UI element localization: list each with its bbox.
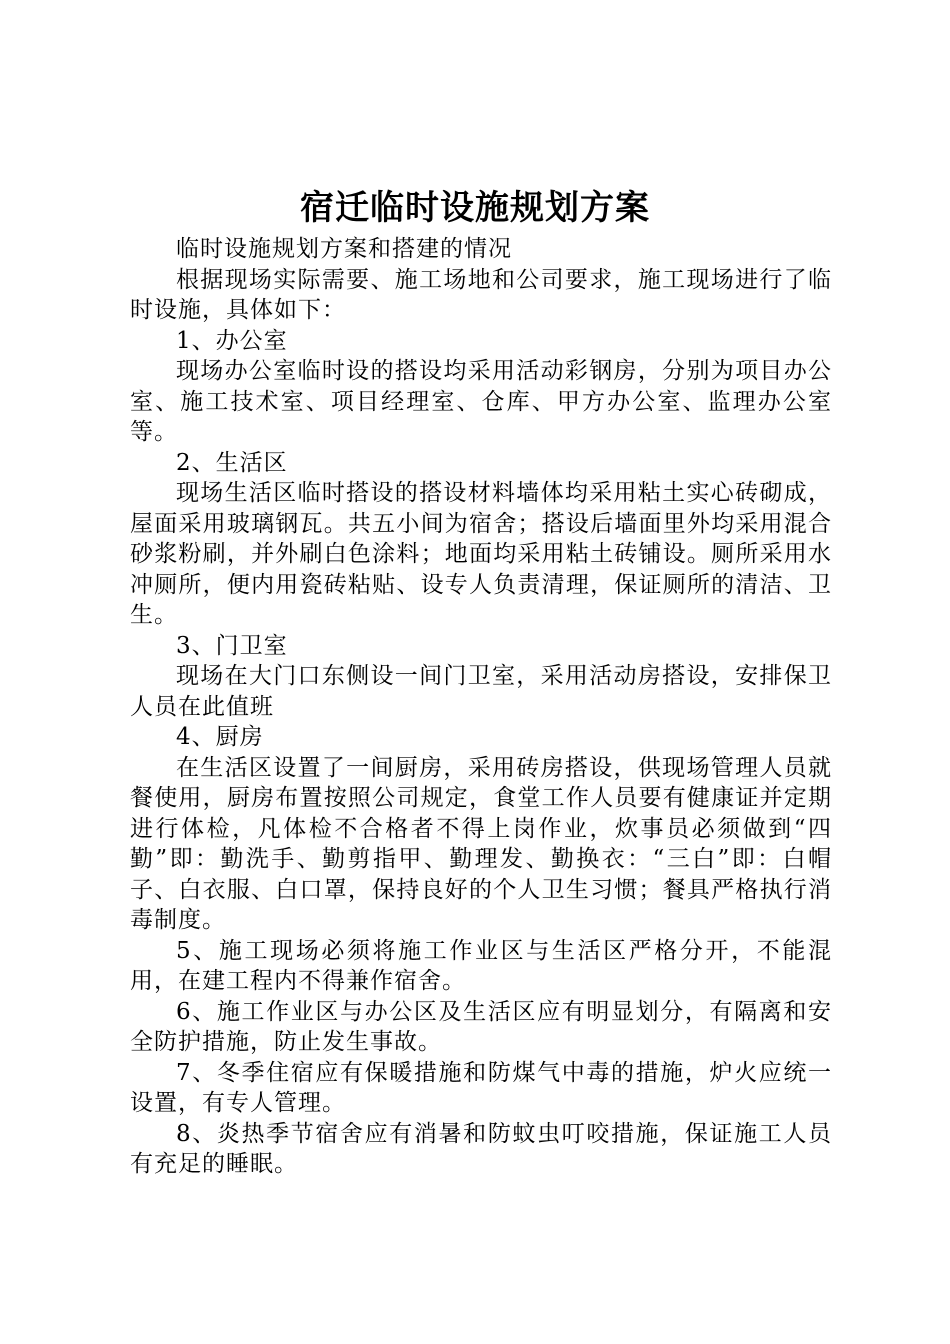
section-heading-office: 1、办公室 <box>176 327 288 354</box>
section-heading-kitchen: 4、厨房 <box>176 724 264 750</box>
paragraph-item-8: 8、炎热季节宿舍应有消暑和防蚊虫叮咬措施，保证施工人员有充足的睡眠。 <box>130 1120 832 1177</box>
paragraph-overview: 根据现场实际需要、施工场地和公司要求，施工现场进行了临时设施，具体如下： <box>130 266 832 323</box>
document-body <box>130 234 832 1180</box>
paragraph-item-6: 6、施工作业区与办公区及生活区应有明显划分，有隔离和安全防护措施，防止发生事故。 <box>130 998 832 1055</box>
paragraph-item-5: 5、施工现场必须将施工作业区与生活区严格分开，不能混用，在建工程内不得兼作宿舍。 <box>130 937 832 994</box>
paragraph-guard-room: 现场在大门口东侧设一间门卫室，采用活动房搭设，安排保卫人员在此值班 <box>130 663 832 720</box>
paragraph-living-area: 现场生活区临时搭设的搭设材料墙体均采用粘土实心砖砌成，屋面采用玻璃钢瓦。共五小间为宿舍；搭设后墙面里外均采用混合砂浆粉刷，并外刷白色涂料；地面均采用粘土砖铺设。厕所采用水冲厕所，便内用瓷砖粘贴、设专人负责清理，保证厕所的清洁、卫生。 <box>130 480 832 628</box>
paragraph-intro: 临时设施规划方案和搭建的情况 <box>176 236 512 262</box>
paragraph-item-7: 7、冬季住宿应有保暖措施和防煤气中毒的措施，炉火应统一设置，有专人管理。 <box>130 1059 832 1116</box>
paragraph-office: 现场办公室临时设的搭设均采用活动彩钢房，分别为项目办公室、施工技术室、项目经理室、仓库、甲方办公室、监理办公室等。 <box>130 358 832 445</box>
section-heading-living-area: 2、生活区 <box>176 449 288 476</box>
section-heading-guard-room: 3、门卫室 <box>176 632 288 659</box>
document-title: 宿迁临时设施规划方案 <box>300 188 650 228</box>
paragraph-kitchen: 在生活区设置了一间厨房，采用砖房搭设，供现场管理人员就餐使用，厨房布置按照公司规定，食堂工作人员要有健康证并定期进行体检，凡体检不合格者不得上岗作业，炊事员必须做到“四勤”即：勤洗手、勤剪指甲、勤理发、勤换衣：“三白”即：白帽子、白衣服、白口罩，保持良好的个人卫生习惯；餐具严格执行消毒制度。 <box>130 754 832 933</box>
